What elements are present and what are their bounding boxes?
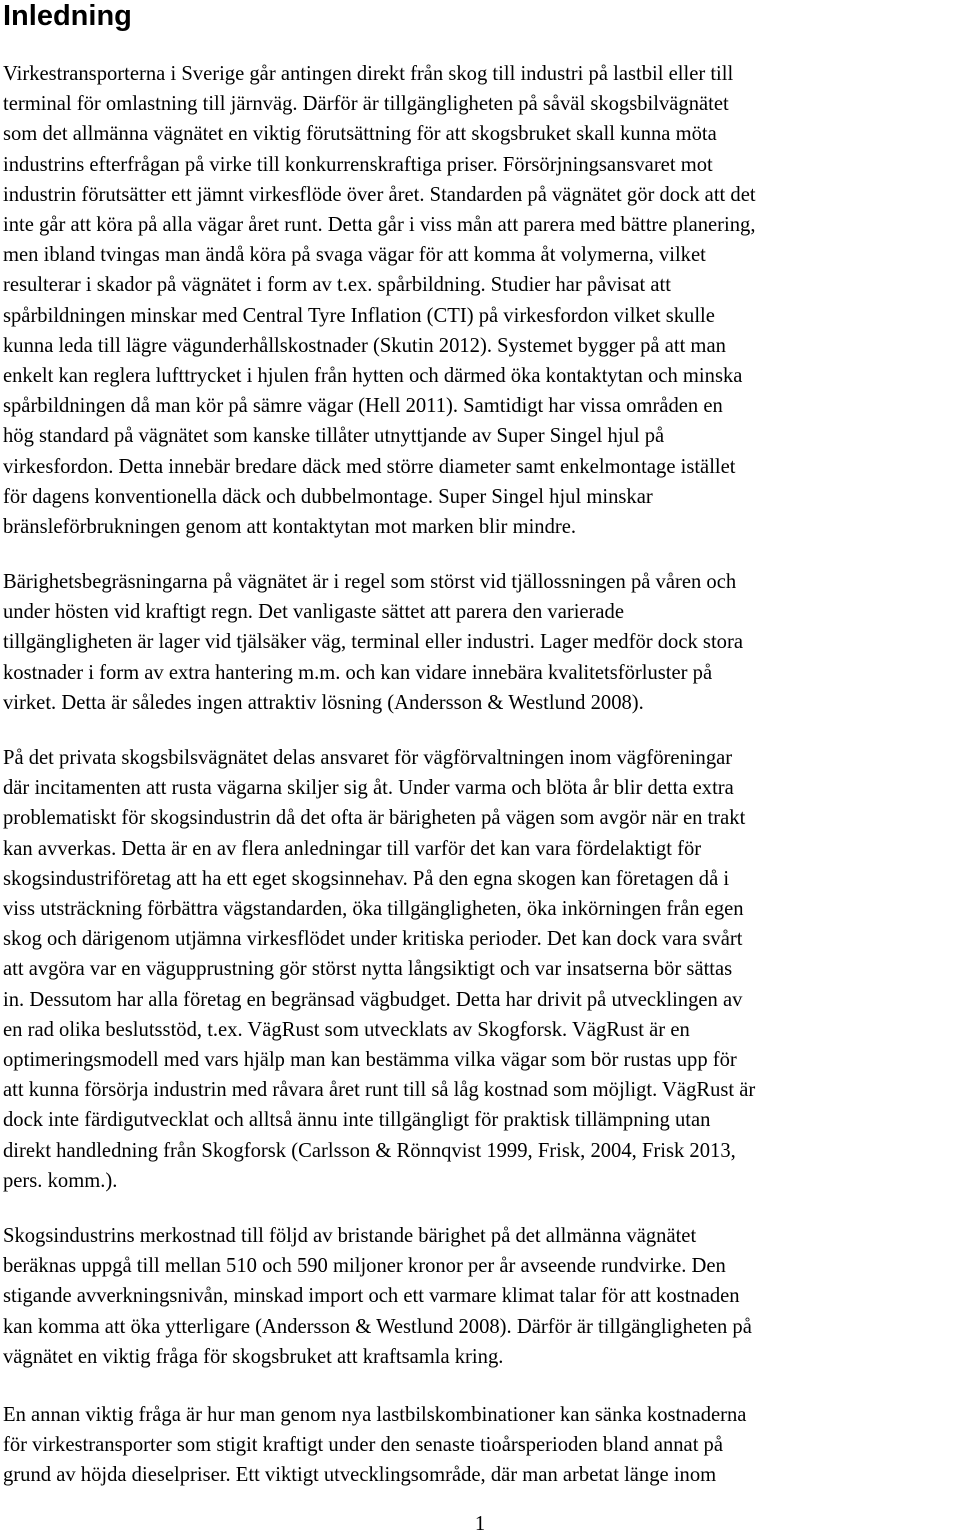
paragraph-line: kostnader i form av extra hantering m.m. och kan vidare innebära kvalitetsförluster på — [3, 661, 713, 684]
paragraph-line: för dagens konventionella däck och dubbelmontage. Super Singel hjul minskar — [3, 485, 653, 508]
paragraph-line: virkesfordon. Detta innebär bredare däck med större diameter samt enkelmontage istället — [3, 455, 736, 478]
paragraph-line: grund av höjda dieselpriser. Ett viktigt utvecklingsområde, där man arbetat länge inom — [3, 1464, 717, 1487]
paragraph-line: Skogsindustrins merkostnad till följd av bristande bärighet på det allmänna vägnätet — [3, 1225, 697, 1247]
paragraph-line: skogsindustriföretag att ha ett eget skogsinnehav. På den egna skogen kan företagen då i — [3, 867, 730, 890]
paragraph-line: tillgängligheten är lager vid tjälsäker väg, terminal eller industri. Lager medför dock stora — [3, 631, 743, 654]
paragraph-line: dock inte färdigutvecklat och alltså ännu inte tillgängligt för praktisk tillämpning utan — [3, 1109, 711, 1132]
section-heading: Inledning — [3, 0, 132, 32]
paragraph-line: industrins efterfrågan på virke till konkurrenskraftiga priser. Försörjningsansvaret mot — [3, 153, 713, 176]
paragraph-line: industrin förutsätter ett jämnt virkesflöde över året. Standarden på vägnätet gör dock att det — [3, 183, 756, 206]
paragraph-line: inte går att köra på alla vägar året runt. Detta går i viss mån att parera med bättre planering, — [3, 214, 756, 237]
paragraph-line: spårbildningen då man kör på sämre vägar (Hell 2011). Samtidigt har vissa områden en — [3, 395, 723, 418]
paragraph-line: där incitamenten att rusta vägarna skiljer sig åt. Under varma och blöta år blir detta extra — [3, 777, 734, 800]
paragraph-line: terminal för omlastning till järnväg. Därför är tillgängligheten på såväl skogsbilvägnätet — [3, 93, 729, 116]
paragraph-line: pers. komm.). — [3, 1169, 118, 1192]
paragraph-line: en rad olika beslutsstöd, t.ex. VägRust som utvecklats av Skogforsk. VägRust är en — [3, 1018, 690, 1041]
paragraph-line: för virkestransporter som stigit kraftigt under den senaste tioårsperioden bland annat på — [3, 1434, 723, 1457]
paragraph-1 — [3, 59, 955, 542]
paragraph-line: viss utsträckning förbättra vägstandarden, öka tillgängligheten, öka inkörningen från egen — [3, 898, 744, 921]
paragraph-line: skog och därigenom utjämna virkesflödet under kritiska perioder. Det kan dock vara svårt — [3, 928, 743, 951]
paragraph-line: spårbildningen minskar med Central Tyre Inflation (CTI) på virkesfordon vilket skulle — [3, 304, 715, 327]
paragraph-3 — [3, 743, 955, 1196]
paragraph-line: optimeringsmodell med vars hjälp man kan bestämma vilka vägar som bör rustas upp för — [3, 1049, 737, 1072]
paragraph-line: in. Dessutom har alla företag en begränsad vägbudget. Detta har drivit på utvecklingen av — [3, 988, 743, 1011]
paragraph-line: under hösten vid kraftigt regn. Det vanligaste sättet att parera den varierade — [3, 601, 624, 624]
paragraph-line: direkt handledning från Skogforsk (Carlsson & Rönnqvist 1999, Frisk, 2004, Frisk 2013, — [3, 1139, 736, 1162]
paragraph-line: resulterar i skador på vägnätet i form av t.ex. spårbildning. Studier har påvisat att — [3, 274, 671, 297]
paragraph-line: men ibland tvingas man ändå köra på svaga vägar för att komma åt volymerna, vilket — [3, 244, 706, 267]
paragraph-line: En annan viktig fråga är hur man genom nya lastbilskombinationer kan sänka kostnaderna — [3, 1404, 747, 1426]
paragraph-line: hög standard på vägnätet som kanske tillåter utnyttjande av Super Singel hjul på — [3, 425, 665, 448]
paragraph-line: kan avverkas. Detta är en av flera anledningar till varför det kan vara fördelaktigt för — [3, 837, 702, 860]
paragraph-line: att avgöra var en vägupprustning gör störst nytta långsiktigt och var insatserna bör sättas — [3, 958, 733, 981]
paragraph-line: kunna leda till lägre vägunderhållskostnader (Skutin 2012). Systemet bygger på att man — [3, 334, 726, 357]
page-number: 1 — [474, 1513, 486, 1535]
paragraph-line: stigande avverkningsnivån, minskad import och ett varmare klimat talar för att kostnaden — [3, 1285, 740, 1308]
paragraph-line: att kunna försörja industrin med råvara året runt till så låg kostnad som möjligt. VägRust är — [3, 1079, 756, 1102]
paragraph-line: som det allmänna vägnätet en viktig förutsättning för att skogsbruket skall kunna möta — [3, 123, 717, 146]
paragraph-2 — [3, 567, 955, 718]
paragraph-line: enkelt kan reglera lufttrycket i hjulen från hytten och därmed öka kontaktytan och minska — [3, 365, 743, 388]
paragraph-line: bränsleförbrukningen genom att kontaktytan mot marken blir mindre. — [3, 516, 577, 539]
paragraph-line: Bärighetsbegräsningarna på vägnätet är i regel som störst vid tjällossningen på våren och — [3, 571, 737, 593]
paragraph-line: Virkestransporterna i Sverige går antingen direkt från skog till industri på lastbil eller till — [3, 63, 734, 85]
paragraph-line: kan komma att öka ytterligare (Andersson & Westlund 2008). Därför är tillgängligheten på — [3, 1315, 752, 1338]
paragraph-line: problematiskt för skogsindustrin då det ofta är bärigheten på vägen som avgör när en trakt — [3, 807, 746, 830]
paragraph-line: beräknas uppgå till mellan 510 och 590 miljoner kronor per år avseende rundvirke. Den — [3, 1255, 726, 1278]
paragraph-5 — [3, 1400, 955, 1491]
paragraph-line: virket. Detta är således ingen attraktiv lösning (Andersson & Westlund 2008). — [3, 691, 644, 714]
paragraph-line: På det privata skogsbilsvägnätet delas ansvaret för vägförvaltningen inom vägföreningar — [3, 747, 733, 769]
paragraph-4 — [3, 1221, 955, 1372]
paragraph-line: vägnätet en viktig fråga för skogsbruket att kraftsamla kring. — [3, 1345, 504, 1368]
